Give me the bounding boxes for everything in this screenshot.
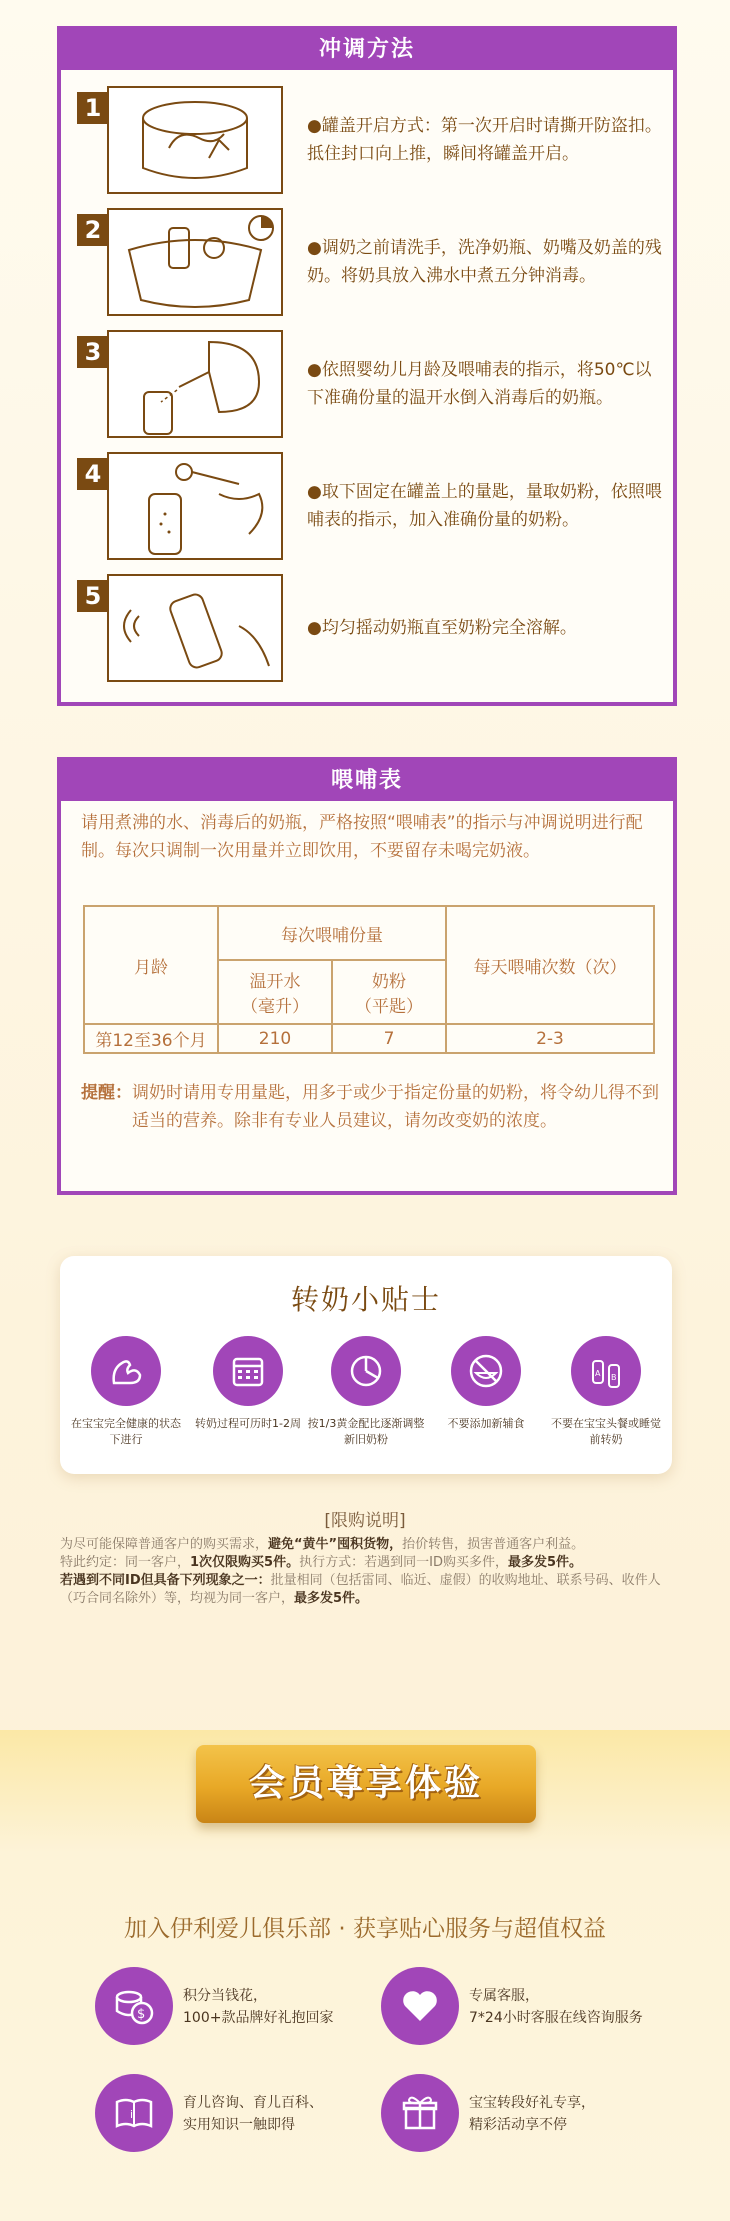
tip-caption: 按1/3黄金配比逐渐调整新旧奶粉 (307, 1417, 425, 1446)
pie-chart-icon (331, 1336, 401, 1406)
header-water-label: 温开水 (249, 972, 301, 992)
tip-caption: 转奶过程可历时1-2周 (195, 1417, 301, 1430)
step-number: 3 (77, 336, 109, 368)
table-row (84, 1024, 654, 1053)
cell-age: 第12至36个月 (84, 1024, 218, 1053)
header-powder-unit: （平匙） (355, 997, 423, 1017)
perk-line: 7*24小时客服在线咨询服务 (469, 2010, 643, 2026)
header-age: 月龄 (84, 906, 218, 1024)
shake-bottle-illustration (107, 574, 283, 682)
perk-line: 实用知识一触即得 (183, 2117, 295, 2133)
perk-points (95, 1967, 395, 2049)
perk-knowledge (95, 2074, 395, 2156)
svg-text:i: i (130, 2108, 134, 2121)
perk-text (469, 2092, 699, 2136)
tip-item (188, 1336, 308, 1432)
feeding-intro: 请用煮沸的水、消毒后的奶瓶，严格按照“喂哺表”的指示与冲调说明进行配制。每次只调制一次用量并立即饮用，不要留存未喝完奶液。 (81, 813, 643, 861)
limit-title: [限购说明] (324, 1511, 406, 1531)
svg-text:A: A (595, 1369, 601, 1378)
limit-line-3 (60, 1572, 675, 1608)
header-powder-label: 奶粉 (372, 972, 406, 992)
cell-powder: 7 (332, 1024, 446, 1053)
step-number: 4 (77, 458, 109, 490)
muscle-arm-icon (91, 1336, 161, 1406)
tip-item (66, 1336, 186, 1448)
brew-method-title: 冲调方法 (61, 30, 673, 70)
reminder-label: 提醒： (81, 1083, 132, 1103)
limit-text-bold: 避免“黄牛”囤积货物， (268, 1537, 403, 1552)
header-water (218, 960, 332, 1024)
pour-water-illustration (107, 330, 283, 438)
step-text: ●调奶之前请洗手，洗净奶瓶、奶嘴及奶盖的残奶。将奶具放入沸水中煮五分钟消毒。 (307, 238, 662, 286)
tip-item (546, 1336, 666, 1448)
header-powder (332, 960, 446, 1024)
tip-item (426, 1336, 546, 1432)
svg-text:B: B (611, 1373, 617, 1382)
perk-line: 宝宝转段好礼专享， (469, 2095, 595, 2111)
limit-line-1 (60, 1536, 675, 1554)
step-text: ●罐盖开启方式：第一次开启时请撕开防盗扣。抵住封口向上推，瞬间将罐盖开启。 (307, 116, 662, 164)
brew-step-1 (77, 86, 665, 196)
tip-caption: 在宝宝完全健康的状态下进行 (71, 1417, 181, 1446)
cell-water: 210 (218, 1024, 332, 1053)
member-subtitle: 加入伊利爱儿俱乐部 · 获享贴心服务与超值权益 (124, 1916, 606, 1942)
header-water-unit: （毫升） (241, 997, 309, 1017)
tips-card (60, 1256, 672, 1474)
member-banner-title: 会员尊享体验 (248, 1763, 483, 1804)
calendar-icon (213, 1336, 283, 1406)
limit-line-2 (60, 1554, 675, 1572)
brew-step-3 (77, 330, 665, 440)
tip-item (306, 1336, 426, 1448)
limit-text-bold: 最多发5件。 (507, 1555, 583, 1570)
perk-service (381, 1967, 681, 2049)
perk-line: 100+款品牌好礼抱回家 (183, 2010, 334, 2026)
perk-text (183, 2092, 413, 2136)
step-number: 1 (77, 92, 109, 124)
tip-caption: 不要在宝宝头餐或睡觉前转奶 (551, 1417, 661, 1446)
limit-text-bold: 1次仅限购买5件。 (190, 1555, 300, 1570)
feeding-title: 喂哺表 (61, 761, 673, 801)
perk-line: 积分当钱花， (183, 1988, 267, 2004)
feeding-reminder (81, 1079, 661, 1135)
perk-text (469, 1985, 699, 2029)
svg-text:$: $ (137, 2007, 146, 2022)
gift-icon (381, 2074, 459, 2152)
limit-text-part: 批量相同（包括雷同、临近、虚假）的收购地址、联系号码、收件人（巧合同名除外）等，均视为同一客户， (60, 1573, 661, 1606)
tips-title: 转奶小贴士 (290, 1283, 441, 1316)
add-powder-illustration (107, 452, 283, 560)
perk-line: 精彩活动享不停 (469, 2117, 567, 2133)
step-text: ●依照婴幼儿月龄及喂哺表的指示，将50℃以下准确份量的温开水倒入消毒后的奶瓶。 (307, 360, 652, 408)
brew-step-4 (77, 452, 665, 562)
coin-icon (95, 1967, 173, 2045)
limit-text-part: 特此约定：同一客户， (60, 1555, 191, 1570)
perk-text (183, 1985, 413, 2029)
step-number: 2 (77, 214, 109, 246)
heart-icon (381, 1967, 459, 2045)
step-text: ●取下固定在罐盖上的量匙，量取奶粉，依照喂哺表的指示，加入准确份量的奶粉。 (307, 482, 662, 530)
brew-method-panel (57, 26, 677, 706)
boil-bottle-illustration (107, 208, 283, 316)
reminder-text: 调奶时请用专用量匙，用多于或少于指定份量的奶粉，将令幼儿得不到适当的营养。除非有专业人员建议，请勿改变奶的浓度。 (132, 1083, 659, 1131)
perk-line: 专属客服， (469, 1988, 539, 2004)
cell-times: 2-3 (446, 1024, 654, 1053)
limit-text-part: 执行方式：若遇到同一ID购买多件， (299, 1555, 508, 1570)
limit-text-bold: 若遇到不同ID但具备下列现象之一： (60, 1573, 271, 1588)
header-portion: 每次喂哺份量 (218, 906, 446, 960)
limit-description (60, 1536, 675, 1608)
limit-text-part: 抬价转售，损害普通客户利益。 (402, 1537, 585, 1552)
header-times: 每天喂哺次数（次） (446, 906, 654, 1024)
feeding-table-panel (57, 757, 677, 1195)
open-lid-illustration (107, 86, 283, 194)
step-text: ●均匀摇动奶瓶直至奶粉完全溶解。 (307, 618, 577, 638)
limit-text-part: 为尽可能保障普通客户的购买需求， (60, 1537, 269, 1552)
tip-caption: 不要添加新辅食 (447, 1417, 525, 1430)
member-banner (196, 1745, 536, 1823)
bottle-swap-icon (571, 1336, 641, 1406)
step-number: 5 (77, 580, 109, 612)
book-icon (95, 2074, 173, 2152)
no-food-icon (451, 1336, 521, 1406)
brew-step-2 (77, 208, 665, 318)
feeding-table (83, 905, 655, 1054)
limit-text-bold: 最多发5件。 (294, 1591, 369, 1606)
perk-gift (381, 2074, 681, 2156)
brew-step-5 (77, 574, 665, 684)
perk-line: 育儿咨询、育儿百科、 (183, 2095, 323, 2111)
